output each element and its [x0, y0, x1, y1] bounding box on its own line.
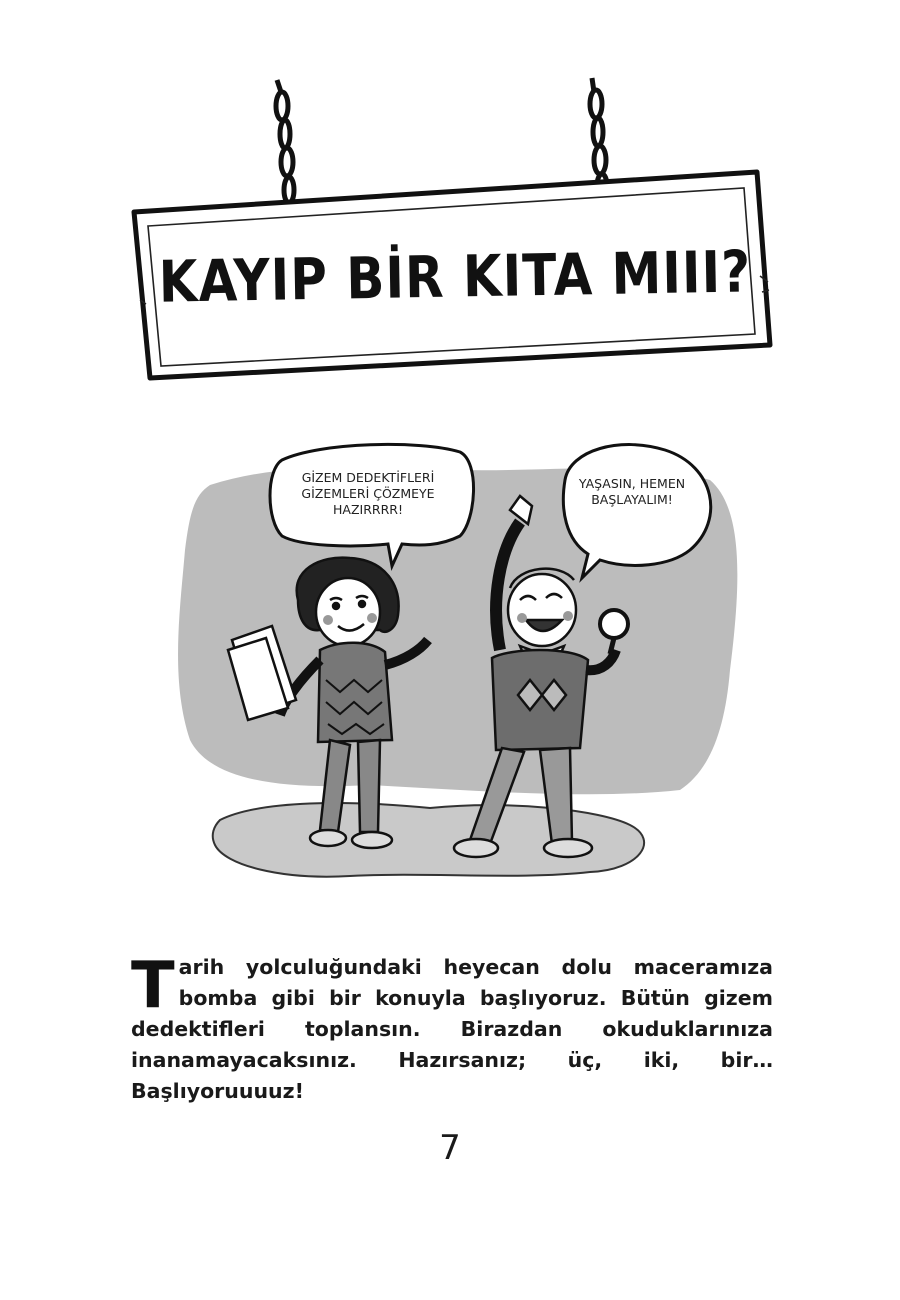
detective-kids-illustration: [170, 440, 750, 900]
page-number: 7: [439, 1128, 461, 1168]
left-chain-icon: [276, 80, 295, 217]
drop-cap: T: [131, 949, 175, 1023]
story-text: arih yolculuğundaki heyecan dolu maceramıza bomba gibi bir konuyla başlıyoruz. Bütün gizem dedektifleri toplansın. Birazdan okuduklarınıza inanamayacaksınız. Hazırsanız; üç, iki, bir… Başlıyoruuuuz!: [131, 955, 773, 1103]
speech-bubble-boy: YAŞASIN, HEMEN BAŞLAYALIM!: [578, 476, 686, 507]
illustration: [170, 440, 750, 900]
title-sign: [0, 0, 900, 400]
speech-bubble-girl: GİZEM DEDEKTİFLERİ GİZEMLERİ ÇÖZMEYE HAZIRRRR!: [301, 470, 435, 517]
story-paragraph: [131, 949, 773, 1107]
page-title: KAYIP BİR KITA MIII?: [158, 238, 752, 316]
hanging-sign-graphic: [0, 0, 900, 400]
